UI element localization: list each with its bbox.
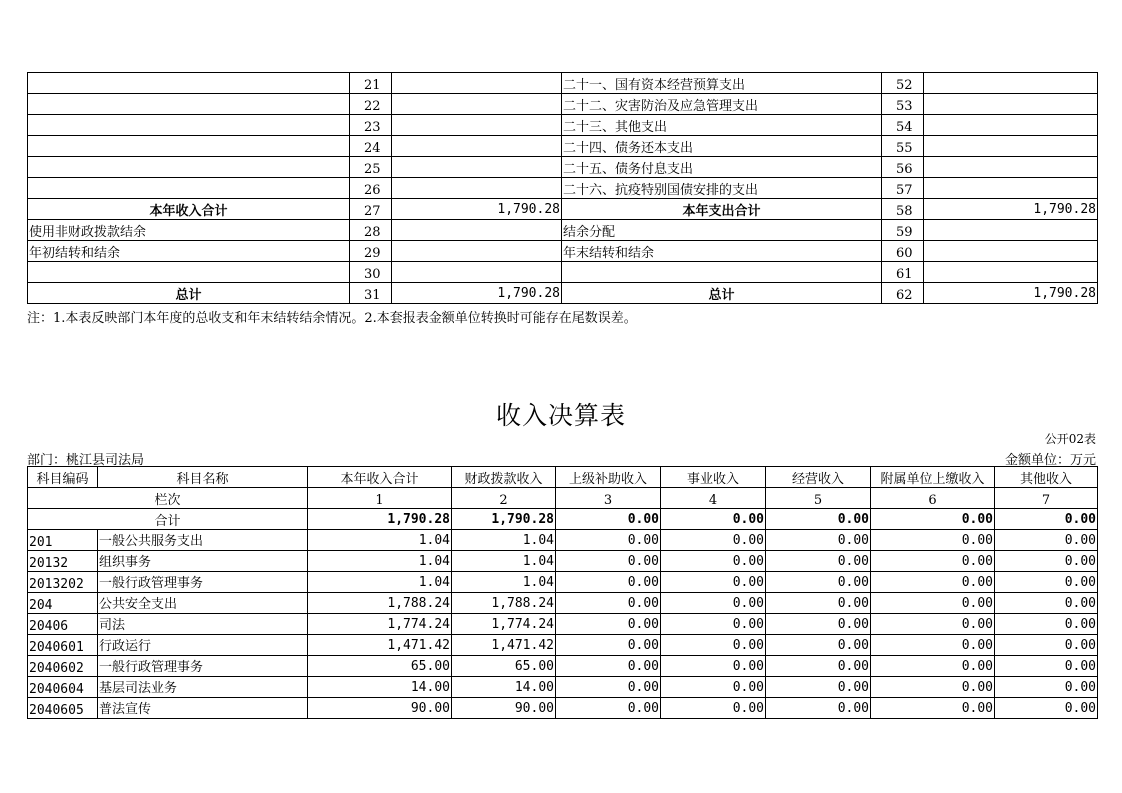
- column-header: 科目名称: [98, 467, 308, 488]
- amount-cell: 0.00: [556, 593, 661, 614]
- total-value: 0.00: [661, 509, 766, 530]
- right-index-cell: 56: [882, 157, 924, 178]
- amount-cell: 0.00: [661, 551, 766, 572]
- subject-code: 20132: [28, 551, 98, 572]
- right-index-cell: 61: [882, 262, 924, 283]
- right-amount-cell: [924, 262, 1098, 283]
- amount-cell: 0.00: [995, 635, 1098, 656]
- left-amount-cell: [392, 178, 562, 199]
- left-index-cell: 24: [350, 136, 392, 157]
- amount-cell: 0.00: [995, 530, 1098, 551]
- right-label-cell: 总计: [562, 283, 882, 304]
- amount-cell: 1,788.24: [452, 593, 556, 614]
- amount-cell: 0.00: [661, 572, 766, 593]
- right-label-cell: [562, 262, 882, 283]
- left-amount-cell: 1,790.28: [392, 199, 562, 220]
- income-table-body: [28, 467, 1098, 719]
- column-number: 2: [452, 488, 556, 509]
- column-header: 上级补助收入: [556, 467, 661, 488]
- summary-table-body: [28, 73, 1098, 304]
- income-expense-summary-table: [27, 72, 1098, 304]
- amount-cell: 0.00: [995, 572, 1098, 593]
- subject-name: 组织事务: [98, 551, 308, 572]
- amount-cell: 0.00: [556, 551, 661, 572]
- amount-cell: 0.00: [556, 614, 661, 635]
- subject-name: 基层司法业务: [98, 677, 308, 698]
- amount-cell: 1.04: [452, 572, 556, 593]
- amount-cell: 0.00: [871, 614, 995, 635]
- left-amount-cell: [392, 157, 562, 178]
- subject-name: 一般行政管理事务: [98, 656, 308, 677]
- amount-cell: 0.00: [871, 551, 995, 572]
- amount-cell: 0.00: [871, 530, 995, 551]
- left-amount-cell: 1,790.28: [392, 283, 562, 304]
- left-amount-cell: [392, 241, 562, 262]
- amount-cell: 0.00: [766, 572, 871, 593]
- right-label-cell: 二十五、债务付息支出: [562, 157, 882, 178]
- amount-cell: 0.00: [556, 572, 661, 593]
- form-number: 公开02表: [1044, 432, 1096, 446]
- amount-cell: 0.00: [661, 656, 766, 677]
- subject-name: 一般行政管理事务: [98, 572, 308, 593]
- right-label-cell: 二十二、灾害防治及应急管理支出: [562, 94, 882, 115]
- amount-cell: 0.00: [766, 635, 871, 656]
- left-amount-cell: [392, 220, 562, 241]
- right-index-cell: 54: [882, 115, 924, 136]
- summary-row: [28, 241, 1098, 262]
- column-number: 4: [661, 488, 766, 509]
- amount-cell: 0.00: [995, 593, 1098, 614]
- table-row: [28, 698, 1098, 719]
- amount-cell: 0.00: [661, 593, 766, 614]
- right-index-cell: 60: [882, 241, 924, 262]
- left-index-cell: 30: [350, 262, 392, 283]
- total-value: 0.00: [871, 509, 995, 530]
- amount-cell: 0.00: [766, 656, 871, 677]
- right-amount-cell: 1,790.28: [924, 283, 1098, 304]
- left-label-cell: 总计: [28, 283, 350, 304]
- table-row: [28, 551, 1098, 572]
- total-value: 0.00: [766, 509, 871, 530]
- amount-cell: 0.00: [556, 698, 661, 719]
- amount-cell: 0.00: [661, 635, 766, 656]
- total-value: 0.00: [995, 509, 1098, 530]
- page-title: 收入决算表: [495, 401, 626, 430]
- column-number: 1: [308, 488, 452, 509]
- left-index-cell: 28: [350, 220, 392, 241]
- amount-cell: 0.00: [766, 551, 871, 572]
- subject-code: 2013202: [28, 572, 98, 593]
- summary-row: [28, 136, 1098, 157]
- right-amount-cell: [924, 73, 1098, 94]
- amount-cell: 0.00: [995, 614, 1098, 635]
- amount-cell: 1,471.42: [452, 635, 556, 656]
- amount-cell: 1.04: [308, 572, 452, 593]
- subject-code: 201: [28, 530, 98, 551]
- amount-cell: 1,471.42: [308, 635, 452, 656]
- left-label-cell: [28, 136, 350, 157]
- table-note: 注：1.本表反映部门本年度的总收支和年末结转结余情况。2.本套报表金额单位转换时可能存在尾数误差。: [27, 311, 637, 326]
- left-label-cell: 使用非财政拨款结余: [28, 220, 350, 241]
- total-value: 1,790.28: [308, 509, 452, 530]
- right-label-cell: 二十四、债务还本支出: [562, 136, 882, 157]
- summary-row: [28, 115, 1098, 136]
- amount-cell: 0.00: [871, 656, 995, 677]
- subject-code: 2040605: [28, 698, 98, 719]
- left-amount-cell: [392, 115, 562, 136]
- amount-cell: 0.00: [766, 614, 871, 635]
- amount-cell: 0.00: [766, 698, 871, 719]
- amount-cell: 1.04: [308, 551, 452, 572]
- column-header: 附属单位上缴收入: [871, 467, 995, 488]
- amount-cell: 90.00: [452, 698, 556, 719]
- amount-cell: 65.00: [308, 656, 452, 677]
- total-value: 1,790.28: [452, 509, 556, 530]
- total-row: [28, 509, 1098, 530]
- right-index-cell: 59: [882, 220, 924, 241]
- column-number-row: [28, 488, 1098, 509]
- amount-cell: 0.00: [556, 677, 661, 698]
- left-amount-cell: [392, 94, 562, 115]
- subject-code: 2040604: [28, 677, 98, 698]
- right-index-cell: 58: [882, 199, 924, 220]
- amount-cell: 0.00: [556, 656, 661, 677]
- amount-cell: 1.04: [308, 530, 452, 551]
- subject-name: 普法宣传: [98, 698, 308, 719]
- column-number: 7: [995, 488, 1098, 509]
- department-label: 部门：桃江县司法局: [27, 453, 145, 468]
- column-header: 本年收入合计: [308, 467, 452, 488]
- amount-cell: 14.00: [308, 677, 452, 698]
- column-header: 经营收入: [766, 467, 871, 488]
- amount-cell: 0.00: [661, 530, 766, 551]
- left-amount-cell: [392, 262, 562, 283]
- left-label-cell: [28, 262, 350, 283]
- amount-cell: 0.00: [871, 635, 995, 656]
- amount-cell: 0.00: [995, 677, 1098, 698]
- left-amount-cell: [392, 73, 562, 94]
- table-row: [28, 677, 1098, 698]
- amount-cell: 90.00: [308, 698, 452, 719]
- amount-cell: 0.00: [871, 572, 995, 593]
- left-index-cell: 23: [350, 115, 392, 136]
- summary-row: [28, 94, 1098, 115]
- amount-cell: 0.00: [871, 593, 995, 614]
- column-header: 财政拨款收入: [452, 467, 556, 488]
- amount-cell: 0.00: [661, 614, 766, 635]
- column-header: 其他收入: [995, 467, 1098, 488]
- amount-cell: 1.04: [452, 551, 556, 572]
- summary-row: [28, 73, 1098, 94]
- subject-code: 2040601: [28, 635, 98, 656]
- summary-row: [28, 199, 1098, 220]
- subject-name: 司法: [98, 614, 308, 635]
- right-amount-cell: 1,790.28: [924, 199, 1098, 220]
- amount-cell: 14.00: [452, 677, 556, 698]
- left-label-cell: 本年收入合计: [28, 199, 350, 220]
- amount-cell: 0.00: [556, 530, 661, 551]
- left-index-cell: 27: [350, 199, 392, 220]
- amount-cell: 1.04: [452, 530, 556, 551]
- header-row: [28, 467, 1098, 488]
- right-label-cell: 二十三、其他支出: [562, 115, 882, 136]
- right-label-cell: 年末结转和结余: [562, 241, 882, 262]
- right-amount-cell: [924, 178, 1098, 199]
- amount-cell: 0.00: [871, 698, 995, 719]
- right-amount-cell: [924, 115, 1098, 136]
- amount-cell: 0.00: [766, 677, 871, 698]
- column-number: 5: [766, 488, 871, 509]
- amount-cell: 1,788.24: [308, 593, 452, 614]
- left-amount-cell: [392, 136, 562, 157]
- total-label: 合计: [28, 509, 308, 530]
- column-header: 科目编码: [28, 467, 98, 488]
- amount-cell: 65.00: [452, 656, 556, 677]
- summary-row: [28, 178, 1098, 199]
- amount-cell: 1,774.24: [308, 614, 452, 635]
- right-label-cell: 二十一、国有资本经营预算支出: [562, 73, 882, 94]
- right-index-cell: 55: [882, 136, 924, 157]
- left-label-cell: [28, 157, 350, 178]
- subject-code: 20406: [28, 614, 98, 635]
- summary-row: [28, 283, 1098, 304]
- right-index-cell: 52: [882, 73, 924, 94]
- right-label-cell: 二十六、抗疫特别国债安排的支出: [562, 178, 882, 199]
- right-label-cell: 结余分配: [562, 220, 882, 241]
- amount-cell: 0.00: [766, 530, 871, 551]
- left-label-cell: [28, 115, 350, 136]
- summary-row: [28, 220, 1098, 241]
- right-index-cell: 62: [882, 283, 924, 304]
- left-label-cell: 年初结转和结余: [28, 241, 350, 262]
- subject-name: 行政运行: [98, 635, 308, 656]
- table-row: [28, 530, 1098, 551]
- amount-cell: 1,774.24: [452, 614, 556, 635]
- left-index-cell: 26: [350, 178, 392, 199]
- column-header: 事业收入: [661, 467, 766, 488]
- right-index-cell: 57: [882, 178, 924, 199]
- table-row: [28, 572, 1098, 593]
- left-index-cell: 21: [350, 73, 392, 94]
- table-row: [28, 656, 1098, 677]
- column-number: 6: [871, 488, 995, 509]
- amount-unit-label: 金额单位：万元: [1004, 453, 1096, 468]
- right-amount-cell: [924, 157, 1098, 178]
- subject-name: 一般公共服务支出: [98, 530, 308, 551]
- right-amount-cell: [924, 241, 1098, 262]
- table-row: [28, 614, 1098, 635]
- subject-name: 公共安全支出: [98, 593, 308, 614]
- left-label-cell: [28, 178, 350, 199]
- total-value: 0.00: [556, 509, 661, 530]
- right-amount-cell: [924, 220, 1098, 241]
- amount-cell: 0.00: [995, 698, 1098, 719]
- amount-cell: 0.00: [661, 677, 766, 698]
- summary-row: [28, 157, 1098, 178]
- amount-cell: 0.00: [766, 593, 871, 614]
- subject-code: 2040602: [28, 656, 98, 677]
- income-statement-table: [27, 466, 1098, 719]
- left-index-cell: 22: [350, 94, 392, 115]
- amount-cell: 0.00: [556, 635, 661, 656]
- amount-cell: 0.00: [661, 698, 766, 719]
- left-index-cell: 31: [350, 283, 392, 304]
- amount-cell: 0.00: [995, 656, 1098, 677]
- amount-cell: 0.00: [995, 551, 1098, 572]
- column-number: 3: [556, 488, 661, 509]
- right-amount-cell: [924, 136, 1098, 157]
- table-row: [28, 635, 1098, 656]
- subject-code: 204: [28, 593, 98, 614]
- column-row-label: 栏次: [28, 488, 308, 509]
- left-label-cell: [28, 94, 350, 115]
- left-index-cell: 25: [350, 157, 392, 178]
- right-index-cell: 53: [882, 94, 924, 115]
- left-index-cell: 29: [350, 241, 392, 262]
- summary-row: [28, 262, 1098, 283]
- right-amount-cell: [924, 94, 1098, 115]
- right-label-cell: 本年支出合计: [562, 199, 882, 220]
- left-label-cell: [28, 73, 350, 94]
- amount-cell: 0.00: [871, 677, 995, 698]
- table-row: [28, 593, 1098, 614]
